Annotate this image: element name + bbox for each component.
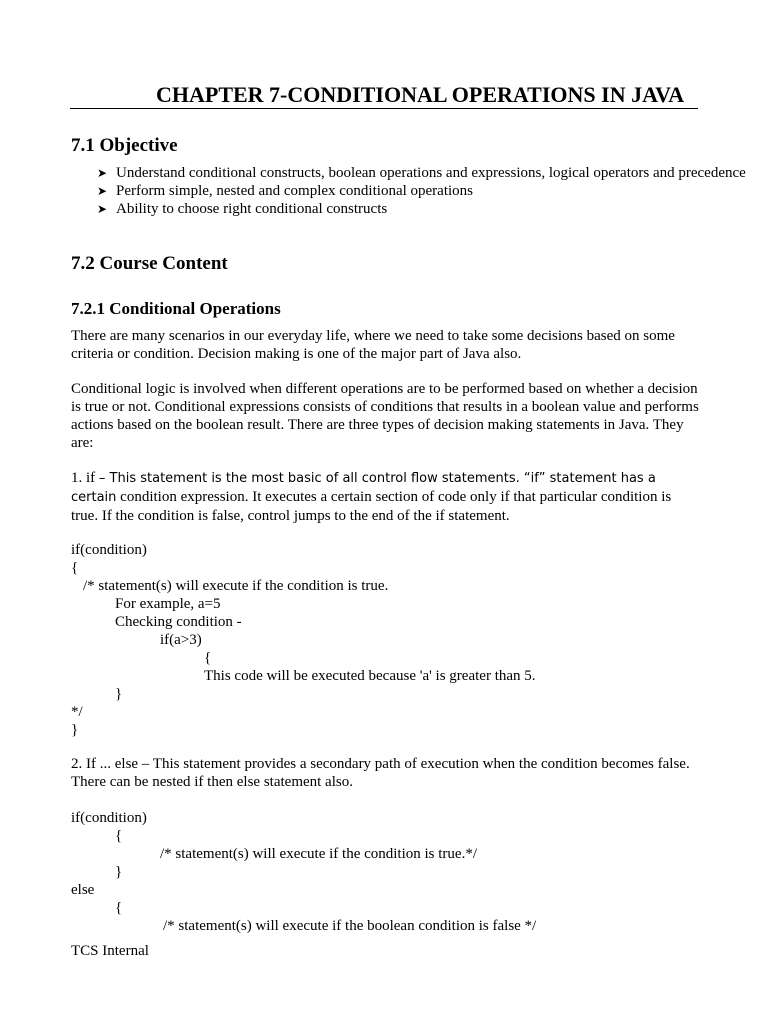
list-item: ➤ Ability to choose right conditional constructs <box>97 201 388 217</box>
if-statement-paragraph: 1. if – This statement is the most basic of all control flow statements. “if” statement has a certain condition expression. It executes a certain section of code only if that particular condition is true. If the condition is false, control jumps to the end of the if statement. <box>71 470 672 524</box>
list-item: ➤ Understand conditional constructs, boolean operations and expressions, logical operators and precedence <box>97 165 746 181</box>
title-rule <box>70 108 698 109</box>
objective-list <box>97 164 746 218</box>
if-code-block: if(condition) { /* statement(s) will execute if the condition is true. For example, a=5 Checking condition - if(a>3) { This code will be executed because 'a' is greater than 5. } */ } <box>71 542 536 738</box>
footer-label: TCS Internal <box>71 943 149 959</box>
arrowhead-bullet-icon: ➤ <box>97 166 108 180</box>
arrowhead-bullet-icon: ➤ <box>97 184 108 198</box>
intro-paragraph: There are many scenarios in our everyday life, where we need to take some decisions based on some criteria or condition. Decision making is one of the major part of Java also. <box>71 328 675 362</box>
list-item: ➤ Perform simple, nested and complex conditional operations <box>97 183 473 199</box>
course-content-heading: 7.2 Course Content <box>71 253 228 274</box>
conditional-logic-paragraph: Conditional logic is involved when different operations are to be performed based on whether a decision is true or not. Conditional expressions consists of conditions that results in a boolean value and performs actions based on the boolean result. There are three types of decision making statements in Java. They are: <box>71 381 699 451</box>
if-else-paragraph: 2. If ... else – This statement provides a secondary path of execution when the condition becomes false. There can be nested if then else statement also. <box>71 756 690 790</box>
page-title: CHAPTER 7-CONDITIONAL OPERATIONS IN JAVA <box>156 82 685 107</box>
if-else-code-block: if(condition) { /* statement(s) will execute if the condition is true.*/ } else { /* statement(s) will execute if the boolean condition is false */ <box>71 810 537 934</box>
arrowhead-bullet-icon: ➤ <box>97 202 108 216</box>
conditional-operations-heading: 7.2.1 Conditional Operations <box>71 299 281 318</box>
objective-heading: 7.1 Objective <box>71 135 178 156</box>
